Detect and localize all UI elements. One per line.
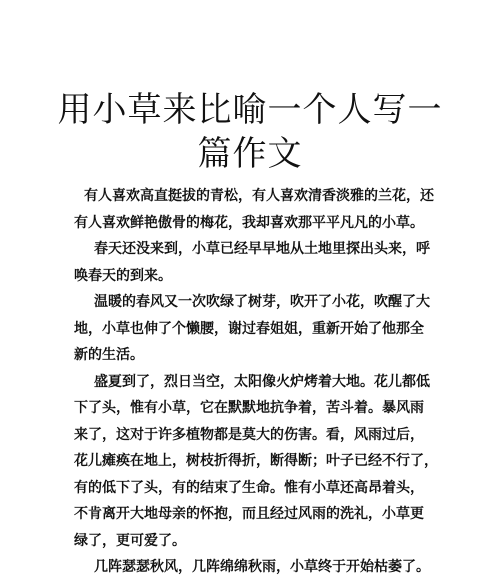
document-body <box>74 183 438 581</box>
paragraph-line: 盛夏到了，烈日当空，太阳像火炉烤着大地。花儿都低 <box>94 373 430 390</box>
paragraph-5 <box>74 554 434 581</box>
paragraph-4 <box>74 369 438 555</box>
paragraph-line: 不肯离开大地母亲的怀抱，而且经过风雨的洗礼，小草更 <box>74 506 424 522</box>
paragraph-line: 有的低下了头，有的结束了生命。惟有小草还高昂着头， <box>74 479 424 496</box>
paragraph-line: 有人喜欢鲜艳傲骨的梅花，我却喜欢那平平凡凡的小草。 <box>74 214 424 231</box>
paragraph-line: 几阵瑟瑟秋风，几阵绵绵秋雨，小草终于开始枯萎了。 <box>94 559 430 575</box>
paragraph-line: 温暖的春风又一次吹绿了树芽，吹开了小花，吹醒了大 <box>94 294 430 310</box>
document-title-line-1: 用小草来比喻一个人写一 <box>57 90 443 130</box>
paragraph-line: 来了，这对于许多植物都是莫大的伤害。看，风雨过后， <box>74 426 424 443</box>
paragraph-line: 有人喜欢高直挺拔的青松，有人喜欢清香淡雅的兰花，还 <box>84 188 434 204</box>
paragraph-line: 春天还没来到，小草已经早早地从土地里探出头来，呼 <box>94 241 430 257</box>
paragraph-2 <box>74 236 434 289</box>
paragraph-line: 新的生活。 <box>74 347 144 363</box>
paragraph-line: 绿了，更可爱了。 <box>74 532 186 549</box>
paragraph-line: 花儿瘫痪在地上，树枝折得折，断得断；叶子已经不行了， <box>74 453 438 469</box>
paragraph-line: 地，小草也伸了个懒腰，谢过春姐姐，重新开始了他那全 <box>74 320 424 337</box>
paragraph-1 <box>74 183 434 236</box>
document-title-line-2: 篇作文 <box>197 134 303 174</box>
paragraph-3 <box>74 289 434 369</box>
paragraph-line: 唤春天的到来。 <box>74 267 172 284</box>
paragraph-line: 下了头，惟有小草，它在默默地抗争着，苦斗着。暴风雨 <box>74 400 424 416</box>
